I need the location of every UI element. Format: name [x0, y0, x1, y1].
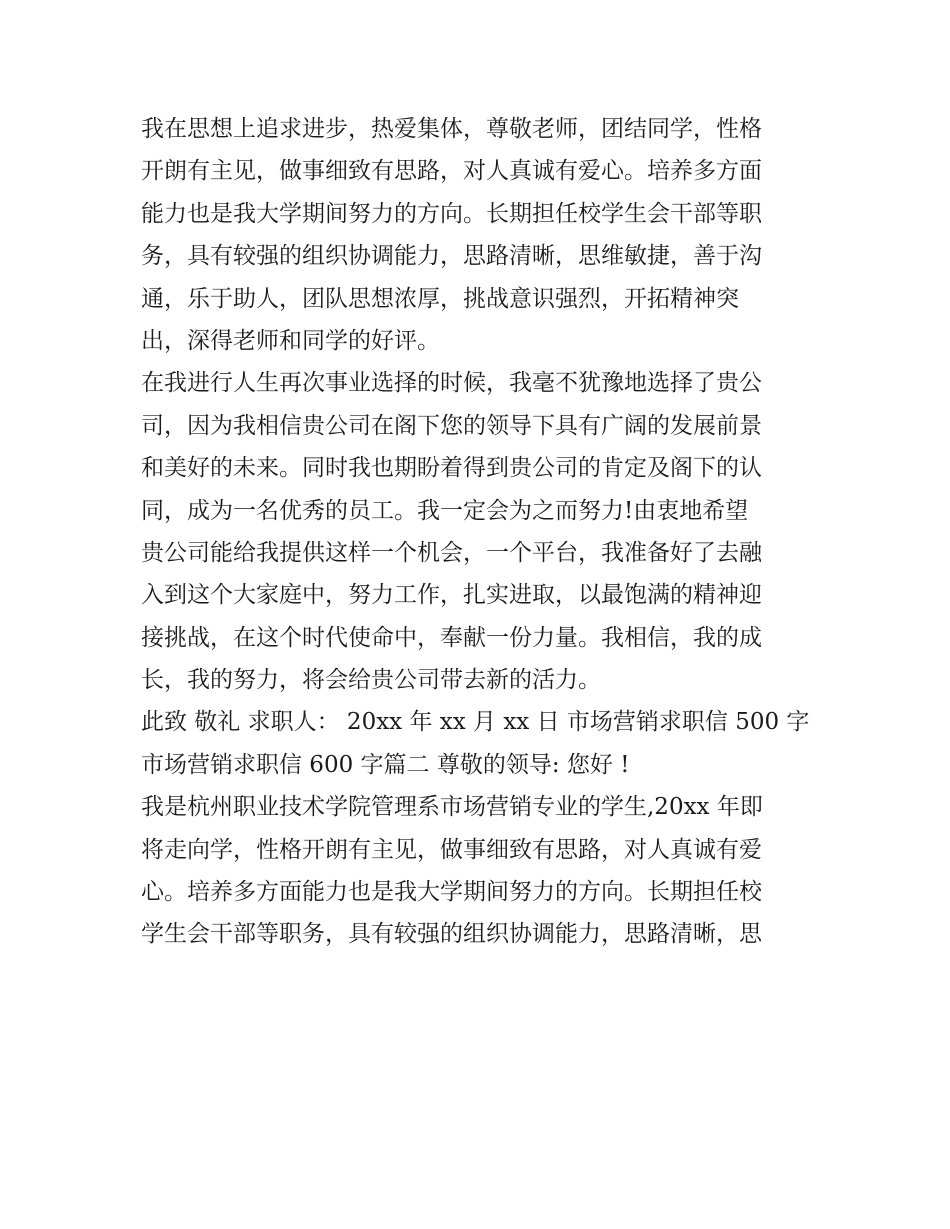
text-line: 在我进行人生再次事业选择的时候，我毫不犹豫地选择了贵公 [141, 370, 762, 397]
text-line: 我在思想上追求进步，热爱集体，尊敬老师，团结同学，性格 [141, 116, 762, 142]
text-line: 市场营销求职信 600 字篇二 尊敬的领导: 您好 ! [141, 751, 630, 778]
text-line: 出，深得老师和同学的好评。 [141, 327, 440, 354]
text-line: 贵公司能给我提供这样一个机会，一个平台，我准备好了去融 [141, 539, 762, 566]
text-line: 长，我的努力，将会给贵公司带去新的活力。 [141, 667, 601, 694]
text-line: 务，具有较强的组织协调能力，思路清晰，思维敏捷，善于沟 [141, 243, 762, 270]
text-line: 司，因为我相信贵公司在阁下您的领导下具有广阔的发展前景 [141, 412, 762, 439]
text-line: 我是杭州职业技术学院管理系市场营销专业的学生,20xx 年即 [141, 794, 763, 821]
text-line: 入到这个大家庭中，努力工作，扎实进取，以最饱满的精神迎 [141, 582, 762, 609]
text-line: 能力也是我大学期间努力的方向。长期担任校学生会干部等职 [141, 200, 762, 227]
document-body [141, 108, 813, 956]
text-line: 通，乐于助人，团队思想浓厚，挑战意识强烈，开拓精神突 [141, 285, 739, 312]
text-line: 此致 敬礼 求职人： 20xx 年 xx 月 xx 日 市场营销求职信 500 字 [141, 709, 810, 736]
text-line: 学生会干部等职务，具有较强的组织协调能力，思路清晰，思 [141, 921, 762, 948]
text-line: 将走向学，性格开朗有主见，做事细致有思路，对人真诚有爱 [141, 836, 762, 863]
text-line: 心。培养多方面能力也是我大学期间努力的方向。长期担任校 [141, 879, 762, 906]
text-line: 接挑战，在这个时代使命中，奉献一份力量。我相信，我的成 [141, 624, 762, 651]
text-line: 开朗有主见，做事细致有思路，对人真诚有爱心。培养多方面 [141, 158, 762, 185]
text-line: 同，成为一名优秀的员工。我一定会为之而努力!由衷地希望 [141, 497, 749, 524]
text-line: 和美好的未来。同时我也期盼着得到贵公司的肯定及阁下的认 [141, 455, 762, 482]
